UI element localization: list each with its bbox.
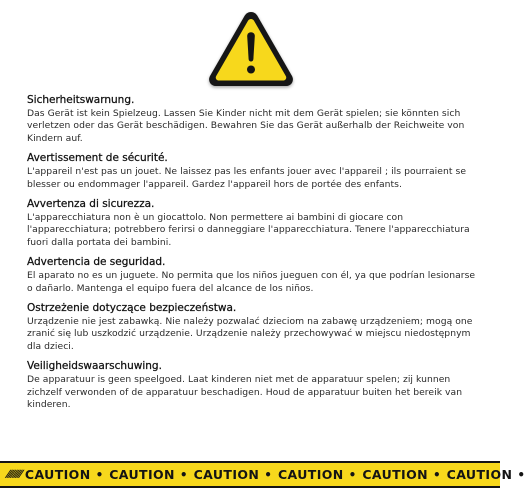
section-body: Urządzenie nie jest zabawką. Nie należy pozwalać dzieciom na zabawę urządzeniem; mogą one zranić się lub uszkodzić urządzenie. Urządzenie należy przechowywać w miejscu niedostępnym dla dzieci.: [27, 316, 473, 352]
section-body: Das Gerät ist kein Spielzeug. Lassen Sie Kinder nicht mit dem Gerät spielen; sie könnten sich verletzen oder das Gerät beschädigen. Bewahren Sie das Gerät außerhalb der Reichweite von Kindern auf.: [27, 108, 465, 144]
caution-word: CAUTION: [24, 467, 91, 482]
caution-separator-dot: •: [433, 467, 441, 482]
section-heading: Sicherheitswarnung.: [27, 94, 135, 106]
caution-word: CAUTION: [446, 467, 513, 482]
section-body: El aparato no es un juguete. No permita que los niños jueguen con él, ya que podrían lesionarse o dañarlo. Mantenga el equipo fuera del alcance de los niños.: [27, 270, 476, 294]
caution-separator-dot: •: [348, 467, 357, 482]
safety-warning-content: [27, 94, 479, 419]
section-french: [27, 152, 479, 191]
caution-word: CAUTION: [277, 467, 344, 482]
caution-word: CAUTION: [109, 467, 175, 482]
section-german: [27, 94, 479, 145]
section-body: De apparatuur is geen speelgoed. Laat kinderen niet met de apparatuur spelen; zij kunnen zichzelf verwonden of de apparatuur beschadigen. Houd de apparatuur buiten het bereik van kinderen.: [27, 374, 463, 411]
section-heading: Veiligheidswaarschuwing.: [27, 360, 162, 373]
section-heading: Ostrzeżenie dotyczące bezpieczeństwa.: [27, 302, 237, 315]
section-heading: Advertencia de seguridad.: [27, 256, 166, 269]
caution-separator-dot: •: [95, 467, 104, 482]
section-heading: Avvertenza di sicurezza.: [27, 198, 155, 211]
section-italian: [27, 198, 479, 249]
section-body: L'appareil n'est pas un jouet. Ne laissez pas les enfants jouer avec l'appareil ; ils pourraient se blesser ou endommager l'appareil. Gardez l'appareil hors de portée des enfants.: [27, 166, 467, 190]
caution-separator-dot: •: [179, 467, 188, 482]
chevron-stripes-icon: /////////: [3, 469, 23, 480]
section-polish: [27, 302, 479, 353]
caution-tape-banner: [0, 461, 526, 488]
caution-word: CAUTION: [362, 467, 428, 482]
section-body: L'apparecchiatura non è un giocattolo. Non permettere ai bambini di giocare con l'apparecchiatura; potrebbero ferirsi o danneggiare l'apparecchiatura. Tenere l'apparecchiatura fuori dalla portata dei bambini.: [27, 212, 470, 248]
caution-separator-dot: •: [264, 467, 272, 482]
tape-bottom-edge: [0, 486, 500, 488]
warning-triangle-icon: [204, 6, 298, 92]
section-dutch: [27, 360, 479, 411]
section-heading: Avertissement de sécurité.: [27, 152, 168, 165]
caution-separator-dot: •: [517, 467, 526, 482]
caution-tape-row: [0, 461, 531, 488]
section-spanish: [27, 256, 479, 295]
caution-word: CAUTION: [193, 467, 260, 482]
